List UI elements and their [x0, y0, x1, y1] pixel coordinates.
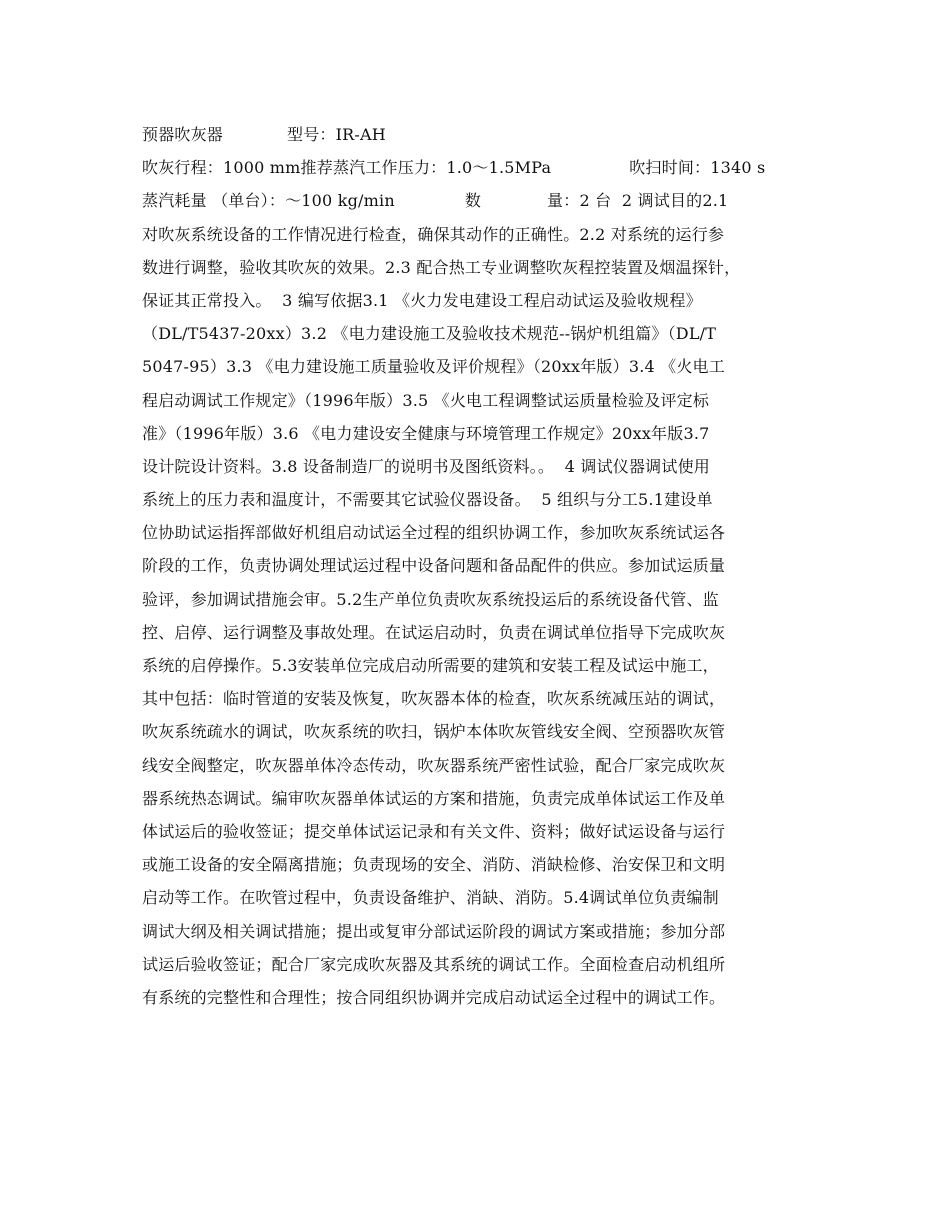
body-text-line: 其中包括：临时管道的安装及恢复，吹灰器本体的检查，吹灰系统减压站的调试， — [142, 689, 726, 709]
body-text-line: 控、启停、运行调整及事故处理。在试运启动时，负责在调试单位指导下完成吹灰 — [142, 622, 726, 642]
body-text-line: 启动等工作。在吹管过程中，负责设备维护、消缺、消防。5.4调试单位负责编制 — [142, 888, 719, 908]
body-text-line: 器系统热态调试。编审吹灰器单体试运的方案和措施，负责完成单体试运工作及单 — [142, 788, 726, 808]
spec-quantity-label: 数 — [464, 191, 482, 211]
device-name: 预器吹灰器 — [142, 125, 224, 144]
device-model: 型号：IR-AH — [287, 125, 386, 144]
spec-quantity-value: 量：2 台 2 调试目的2.1 — [547, 191, 729, 211]
spec-steam-consumption: 蒸汽耗量 （单台）：～100 kg/min — [142, 191, 395, 211]
body-text-line: 体试运后的验收签证；提交单体试运记录和有关文件、资料；做好试运设备与运行 — [142, 821, 726, 841]
body-paragraph — [142, 218, 818, 1015]
body-text-line: 位协助试运指挥部做好机组启动试运全过程的组织协调工作，参加吹灰系统试运各 — [142, 523, 726, 543]
body-text-line: （DL/T5437-20xx）3.2 《电力建设施工及验收技术规范--锅炉机组篇》（DL/T — [142, 324, 717, 344]
body-text-line: 设计院设计资料。3.8 设备制造厂的说明书及图纸资料。。 4 调试仪器调试使用 — [142, 456, 710, 476]
header-line — [142, 118, 818, 151]
body-text-line: 吹灰系统疏水的调试，吹灰系统的吹扫，锅炉本体吹灰管线安全阀、空预器吹灰管 — [142, 722, 726, 742]
body-text-line: 调试大纲及相关调试措施；提出或复审分部试运阶段的调试方案或措施；参加分部 — [142, 921, 726, 941]
body-text-line: 系统的启停操作。5.3安装单位完成启动所需要的建筑和安装工程及试运中施工， — [142, 656, 719, 675]
body-text-line: 对吹灰系统设备的工作情况进行检查，确保其动作的正确性。2.2 对系统的运行参 — [142, 224, 725, 244]
body-text-line: 验评，参加调试措施会审。5.2生产单位负责吹灰系统投运后的系统设备代管、监 — [142, 589, 719, 609]
spec-line-steam — [142, 184, 818, 217]
body-text-line: 阶段的工作，负责协调处理试运过程中设备问题和备品配件的供应。参加试运质量 — [142, 556, 726, 576]
body-text-line: 准》（1996年版）3.6 《电力建设安全健康与环境管理工作规定》20xx年版3.7 — [142, 423, 710, 443]
body-text-line: 程启动调试工作规定》（1996年版）3.5 《火电工程调整试运质量检验及评定标 — [142, 390, 710, 410]
body-text-line: 保证其正常投入。 3 编写依据3.1 《火力发电建设工程启动试运及验收规程》 — [142, 290, 702, 310]
body-text-line: 线安全阀整定，吹灰器单体冷态传动，吹灰器系统严密性试验，配合厂家完成吹灰 — [142, 755, 726, 775]
body-text-line: 系统上的压力表和温度计，不需要其它试验仪器设备。 5 组织与分工5.1建设单 — [142, 490, 713, 510]
document-body — [142, 118, 818, 1014]
spec-stroke-pressure: 吹灰行程：1000 mm推荐蒸汽工作压力：1.0～1.5MPa — [142, 158, 552, 178]
body-text-line: 试运后验收签证；配合厂家完成吹灰器及其系统的调试工作。全面检查启动机组所 — [142, 954, 726, 974]
spec-sweep-time: 吹扫时间：1340 s — [629, 158, 766, 178]
body-text-line: 数进行调整，验收其吹灰的效果。2.3 配合热工专业调整吹灰程控装置及烟温探针， — [142, 257, 741, 277]
body-text-line: 或施工设备的安全隔离措施；负责现场的安全、消防、消缺检修、治安保卫和文明 — [142, 855, 726, 875]
body-text-line: 有系统的完整性和合理性；按合同组织协调并完成启动试运全过程中的调试工作。 — [142, 987, 726, 1007]
spec-line-stroke — [142, 151, 818, 184]
body-text-line: 5047-95）3.3 《电力建设施工质量验收及评价规程》（20xx年版）3.4 《火电工 — [142, 357, 725, 377]
